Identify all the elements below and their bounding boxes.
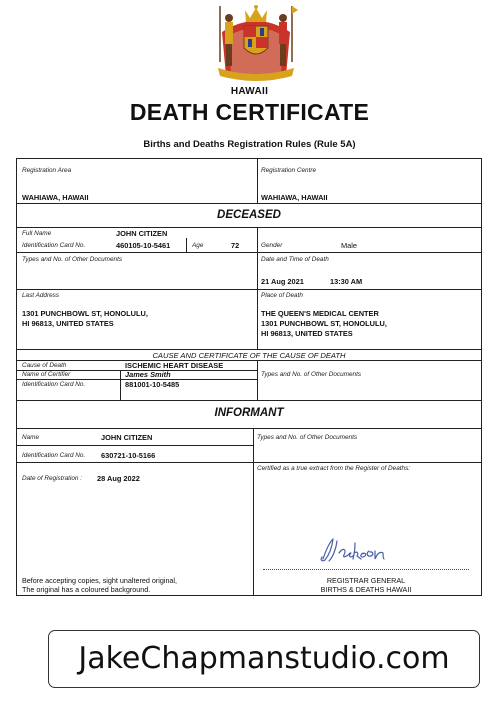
deceased-heading: DECEASED xyxy=(217,209,281,221)
divider xyxy=(17,445,253,446)
coat-of-arms-emblem xyxy=(212,2,300,82)
column-divider xyxy=(257,227,258,349)
divider xyxy=(17,227,481,228)
divider xyxy=(17,289,481,290)
signature-line xyxy=(263,569,469,570)
certified-extract-text: Certified as a true extract from the Register of Deaths: xyxy=(257,465,411,472)
informant-id-value: 630721-10-5166 xyxy=(101,451,156,460)
gender-label: Gender xyxy=(261,242,283,249)
registration-centre-value: WAHIAWA, HAWAII xyxy=(261,193,328,202)
informant-id-label: Identification Card No. xyxy=(22,452,86,459)
document-subtitle: Births and Deaths Registration Rules (Rule 5A) xyxy=(143,139,356,150)
id-card-value: 460105-10-5461 xyxy=(116,241,171,250)
registration-date-label: Date of Registration : xyxy=(22,475,83,482)
certifier-value: James Smith xyxy=(125,370,171,379)
registration-centre-label: Registration Centre xyxy=(261,167,317,174)
registration-date-value: 28 Aug 2022 xyxy=(97,474,140,483)
date-time-of-death-label: Date and Time of Death xyxy=(261,256,329,263)
registration-area-label: Registration Area xyxy=(22,167,72,174)
informant-name-value: JOHN CITIZEN xyxy=(101,433,153,442)
cause-heading: CAUSE AND CERTIFICATE OF THE CAUSE OF DEATH xyxy=(152,351,346,360)
divider xyxy=(17,428,481,429)
place-of-death-line2: 1301 PUNCHBOWL ST, HONOLULU, xyxy=(261,319,387,328)
copy-notice xyxy=(22,577,177,594)
divider xyxy=(17,349,481,350)
state-name: HAWAII xyxy=(230,86,269,97)
column-divider xyxy=(186,238,187,252)
document-title: DEATH CERTIFICATE xyxy=(129,99,370,125)
column-divider xyxy=(257,159,258,203)
last-address-label: Last Address xyxy=(22,292,60,299)
gender-value: Male xyxy=(341,241,358,250)
copy-notice-line2: The original has a coloured background. xyxy=(22,584,151,594)
place-of-death-line1: THE QUEEN'S MEDICAL CENTER xyxy=(261,309,379,318)
registrar-title-line1: REGISTRAR GENERAL xyxy=(326,576,406,585)
divider xyxy=(17,203,481,204)
last-address-line2: HI 96813, UNITED STATES xyxy=(22,319,114,328)
certifier-id-value: 881001-10-5485 xyxy=(125,380,180,389)
copy-notice-line1: Before accepting copies, sight unaltered original, xyxy=(22,576,178,585)
place-of-death-label: Place of Death xyxy=(261,292,303,299)
certifier-id-label: Identification Card No. xyxy=(22,381,86,388)
informant-name-label: Name xyxy=(22,434,40,441)
age-label: Age xyxy=(192,242,204,249)
divider xyxy=(17,400,481,401)
registrar-title-line2: BIRTHS & DEATHS HAWAII xyxy=(320,584,412,594)
divider xyxy=(17,462,481,463)
registrar-title xyxy=(263,577,469,594)
cause-other-documents-label: Types and No. of Other Documents xyxy=(261,371,362,378)
informant-other-documents-label: Types and No. of Other Documents xyxy=(257,434,358,441)
full-name-label: Full Name xyxy=(22,230,52,237)
column-divider xyxy=(120,370,121,400)
informant-heading: INFORMANT xyxy=(214,407,284,419)
certifier-label: Name of Certifier xyxy=(22,371,71,378)
divider xyxy=(17,252,481,253)
column-divider xyxy=(253,428,254,596)
cause-of-death-value: ISCHEMIC HEART DISEASE xyxy=(125,361,224,370)
watermark-banner: JakeChapmanstudio.com xyxy=(48,630,480,688)
divider xyxy=(17,360,481,361)
age-value: 72 xyxy=(231,241,240,250)
cause-of-death-label: Cause of Death xyxy=(22,362,67,369)
place-of-death-line3: HI 96813, UNITED STATES xyxy=(261,329,353,338)
registration-area-value: WAHIAWA, HAWAII xyxy=(22,193,89,202)
registrar-signature xyxy=(317,535,417,565)
column-divider xyxy=(257,360,258,400)
last-address-line1: 1301 PUNCHBOWL ST, HONOLULU, xyxy=(22,309,148,318)
id-card-label: Identification Card No. xyxy=(22,242,86,249)
full-name-value: JOHN CITIZEN xyxy=(116,229,168,238)
certificate-form xyxy=(16,158,482,596)
date-of-death-value: 21 Aug 2021 xyxy=(261,277,304,286)
other-documents-label: Types and No. of Other Documents xyxy=(22,256,123,263)
time-of-death-value: 13:30 AM xyxy=(330,277,363,286)
